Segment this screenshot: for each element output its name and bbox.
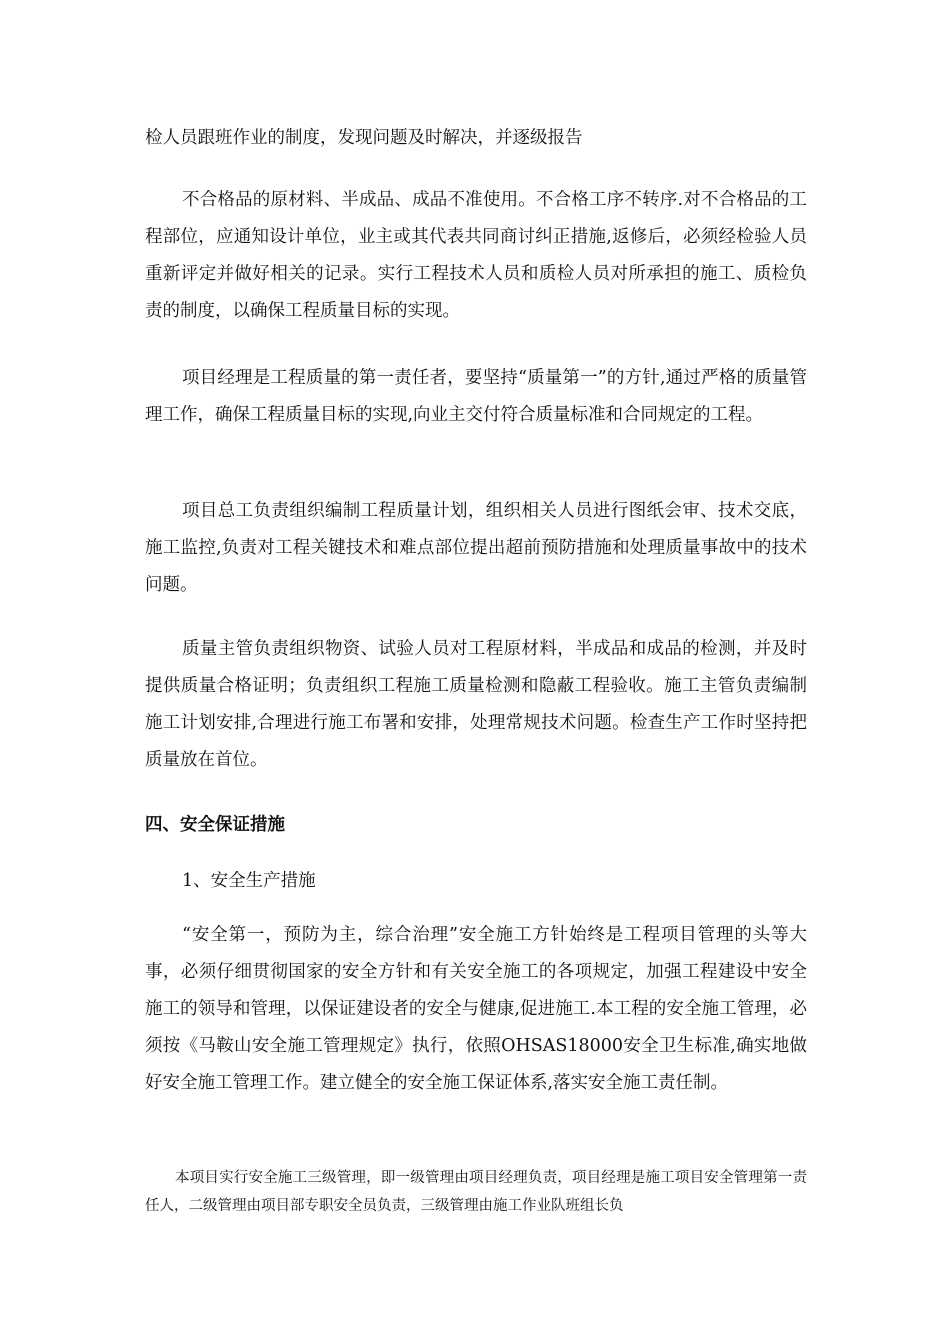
paragraph-inspection-continuation: 检人员跟班作业的制度，发现问题及时解决，并逐级报告 [145, 128, 583, 148]
paragraph-chief-engineer: 项目总工负责组织编制工程质量计划，组织相关人员进行图纸会审、技术交底，施工监控,负责对工程关键技术和难点部位提出超前预防措施和处理质量事故中的技术问题。 [145, 501, 807, 595]
section-heading-safety: 四、安全保证措施 [145, 815, 285, 835]
paragraph-nonconforming-products: 不合格品的原材料、半成品、成品不准使用。不合格工序不转序.对不合格品的工程部位，应通知设计单位，业主或其代表共同商讨纠正措施,返修后，必须经检验人员重新评定并做好相关的记录。实行工程技术人员和质检人员对所承担的施工、质检负责的制度，以确保工程质量目标的实现。 [145, 190, 807, 321]
paragraph-three-level-management: 本项目实行安全施工三级管理，即一级管理由项目经理负责，项目经理是施工项目安全管理第一责任人，二级管理由项目部专职安全员负责，三级管理由施工作业队班组长负 [145, 1170, 807, 1214]
paragraph-quality-supervisor: 质量主管负责组织物资、试验人员对工程原材料，半成品和成品的检测，并及时提供质量合格证明；负责组织工程施工质量检测和隐蔽工程验收。施工主管负责编制施工计划安排,合理进行施工布署和安排，处理常规技术问题。检查生产工作时坚持把质量放在首位。 [145, 639, 807, 770]
paragraph-project-manager: 项目经理是工程质量的第一责任者，要坚持“质量第一”的方针,通过严格的质量管理工作，确保工程质量目标的实现,向业主交付符合质量标准和合同规定的工程。 [145, 368, 807, 425]
subheading-safety-production: 1、安全生产措施 [182, 871, 316, 891]
paragraph-safety-policy: “安全第一，预防为主，综合治理”安全施工方针始终是工程项目管理的头等大事，必须仔细贯彻国家的安全方针和有关安全施工的各项规定，加强工程建设中安全施工的领导和管理，以保证建设者的安全与健康,促进施工.本工程的安全施工管理，必须按《马鞍山安全施工管理规定》执行，依照OHSAS18000安全卫生标准,确实地做好安全施工管理工作。建立健全的安全施工保证体系,落实安全施工责任制。 [145, 925, 807, 1093]
